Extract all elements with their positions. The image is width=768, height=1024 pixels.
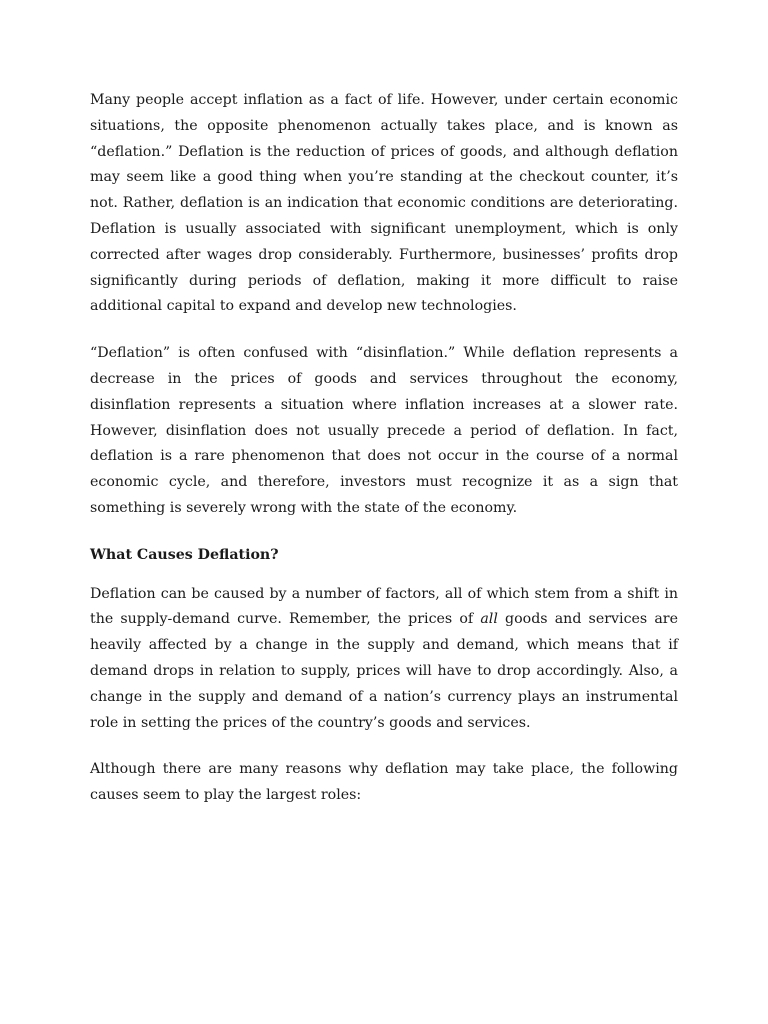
document-page [90, 88, 678, 830]
paragraph-reasons-intro: Although there are many reasons why deflation may take place, the following causes seem to play the largest roles: [90, 761, 678, 804]
section-heading: What Causes Deflation? [90, 546, 279, 563]
paragraph-causes-text-start: Deflation can be caused by a number of factors, all of which stem from a shift in the supply-demand curve. Remember, the prices of [90, 585, 678, 628]
paragraph-causes [90, 582, 678, 737]
paragraph-deflation-vs-disinflation: “Deflation” is often confused with “disinflation.” While deflation represents a decrease in the prices of goods and services throughout the economy, disinflation represents a situation where inflation increases at a slower rate. However, disinflation does not usually precede a period of deflation. In fact, deflation is a rare phenomenon that does not occur in the course of a normal economic cycle, and therefore, investors must recognize it as a sign that something is severely wrong with the state of the economy. [90, 345, 678, 516]
paragraph-inflation-intro: Many people accept inflation as a fact of life. However, under certain economic situations, the opposite phenomenon actually takes place, and is known as “deflation.” Deflation is the reduction of prices of goods, and although deflation may seem like a good thing when you’re standing at the checkout counter, it’s not. Rather, deflation is an indication that economic conditions are deteriorating. Deflation is usually associated with significant unemployment, which is only corrected after wages drop considerably. Furthermore, businesses’ profits drop significantly during periods of deflation, making it more difficult to raise additional capital to expand and develop new technologies. [90, 92, 678, 315]
paragraph-causes-text-end: goods and services are heavily affected by a change in the supply and demand, which means that if demand drops in relation to supply, prices will have to drop accordingly. Also, a change in the supply and demand of a nation’s currency plays an instrumental role in setting the prices of the country’s goods and services. [90, 611, 678, 731]
emphasis-all: all [480, 611, 498, 628]
